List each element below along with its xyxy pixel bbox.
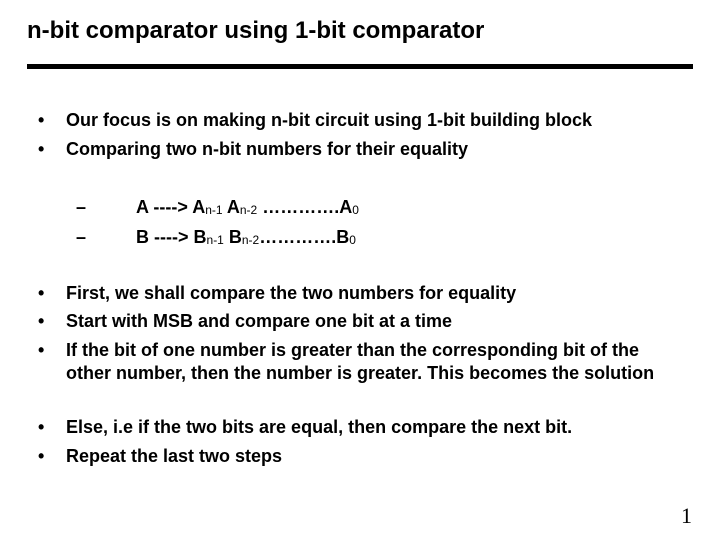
bullet-item [38,109,688,132]
bit-subscript: n-1 [206,233,224,247]
bit-subscript: 0 [349,233,356,247]
bullet-text: First, we shall compare the two numbers for equality [66,283,517,303]
bullet-item [38,138,688,161]
bullet-item [38,445,688,468]
bit-letter: A [226,197,240,217]
bit-subscript: n-1 [205,203,223,217]
bullet-dot: • [38,340,45,360]
bullet-dot: • [38,110,45,130]
bit-letter: B [193,227,207,247]
sequence-label: A [136,197,149,217]
sequence-label: B [136,227,149,247]
sequence-expression-a [136,195,359,222]
page-number: 1 [681,503,692,528]
bullet-text: Start with MSB and compare one bit at a time [66,311,453,331]
bullet-text: Repeat the last two steps [66,446,283,466]
bullet-dot: • [38,283,45,303]
bullet-text: Our focus is on making n-bit circuit using 1-bit building block [66,110,593,130]
title-underline-rule [27,64,693,69]
bit-subscript: 0 [352,203,359,217]
sub-dash: – [76,197,87,217]
bit-subscript: n-2 [241,233,260,247]
bullet-item [38,310,688,333]
bullet-dot: • [38,417,45,437]
bullet-item [38,339,688,385]
bit-subscript: n-2 [239,203,258,217]
bit-letter: B [336,227,350,247]
bullet-text: Comparing two n-bit numbers for their equality [66,139,469,159]
sequence-expression-b [136,225,356,252]
bit-letter: B [228,227,242,247]
slide-title: n-bit comparator using 1-bit comparator [27,17,485,44]
bit-letter: A [339,197,353,217]
bullet-dot: • [38,311,45,331]
sequence-arrow: ----> [153,197,193,217]
bullet-item [38,416,688,439]
bit-letter: A [192,197,206,217]
bullet-dot: • [38,446,45,466]
bullet-text: Else, i.e if the two bits are equal, then compare the next bit. [66,417,573,437]
sequence-arrow: ----> [154,227,194,247]
ellipsis: …………. [259,227,337,247]
bullet-item [38,282,688,305]
sub-dash: – [76,227,87,247]
ellipsis: …………. [257,197,340,217]
bullet-text: If the bit of one number is greater than the corresponding bit of the other number, then the number is greater. This becomes the solution [66,340,655,383]
bullet-dot: • [38,139,45,159]
